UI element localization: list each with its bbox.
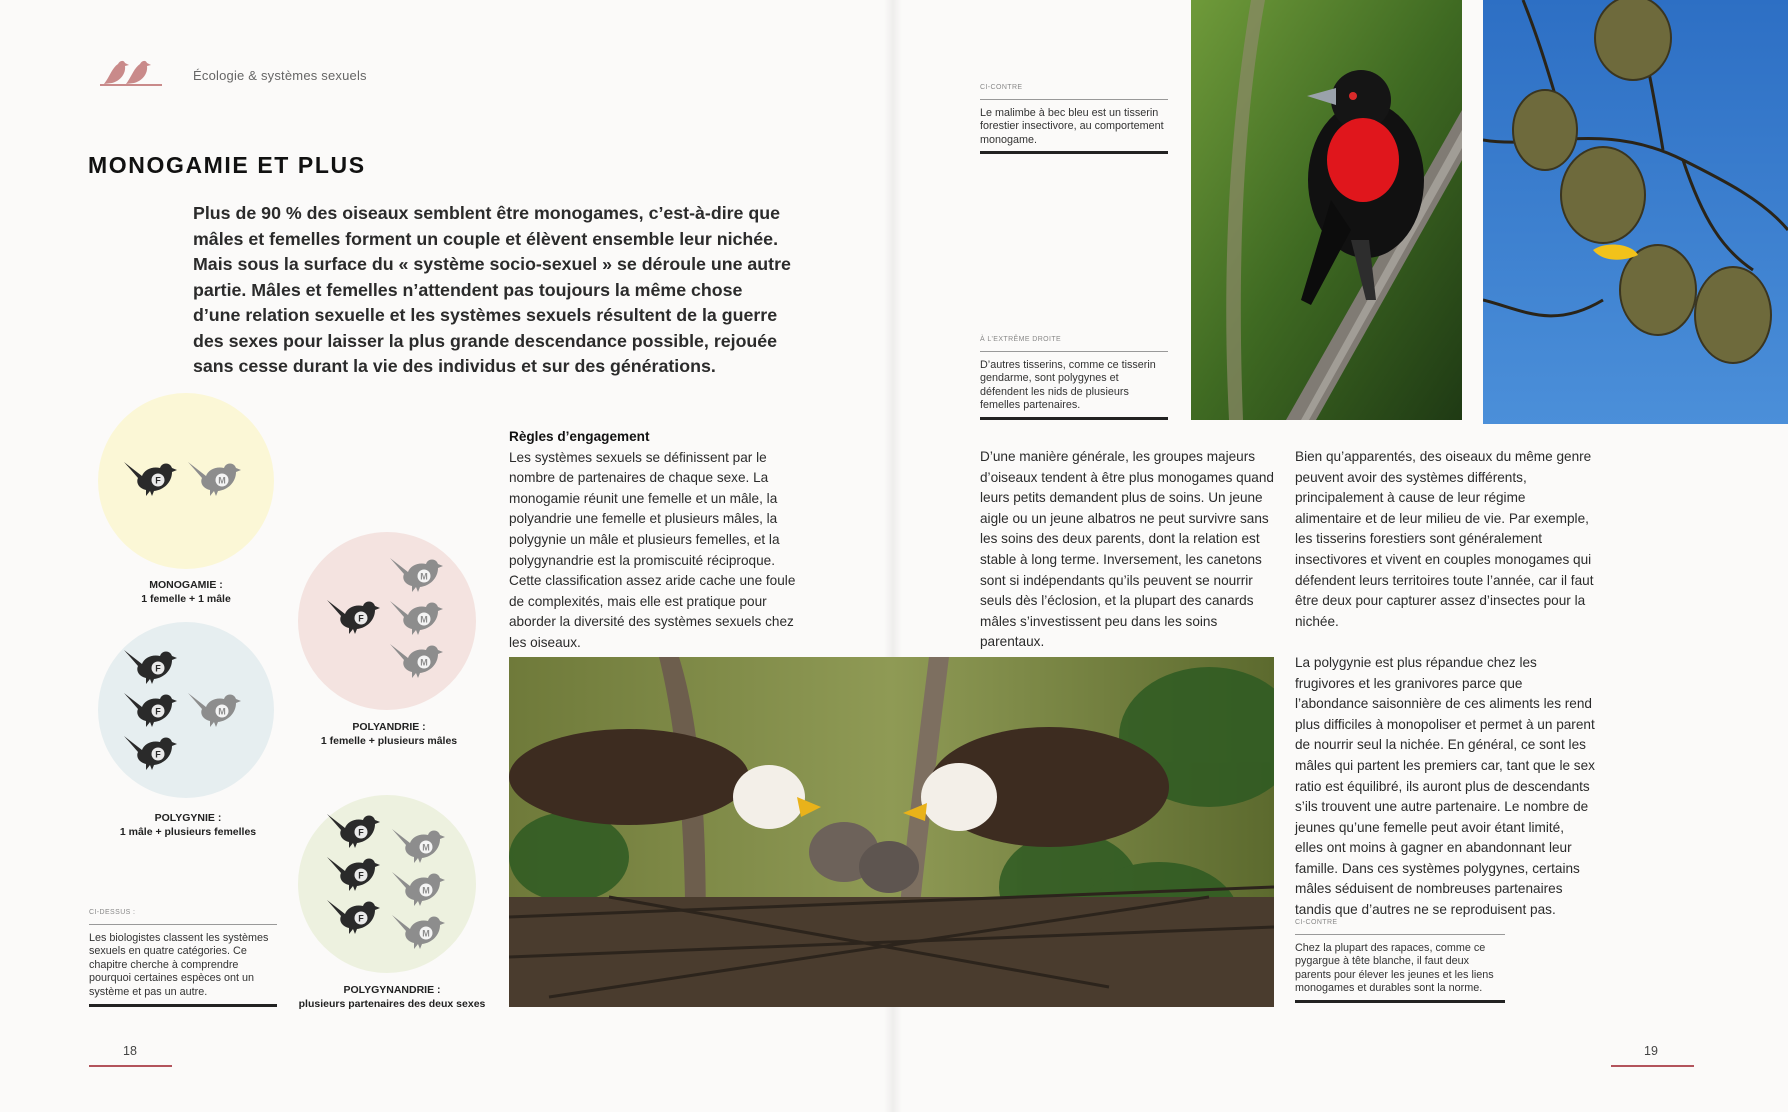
caption-text: Les biologistes classent les systèmes sexuels en quatre catégories. Ce chapitre cherche à comprendre pourquoi certaines espèces ont un système et pas un autre.	[89, 931, 269, 998]
female-bird-icon	[122, 689, 178, 734]
male-bird-icon	[388, 554, 444, 599]
rules-heading: Règles d’engagement	[509, 429, 650, 444]
female-bird-icon	[325, 896, 381, 941]
malimbe-photo	[1191, 0, 1462, 420]
polyandry-label	[302, 720, 476, 748]
svg-text:M: M	[422, 842, 430, 853]
intro-paragraph: Plus de 90 % des oiseaux semblent être monogames, c’est-à-dire que mâles et femelles forment un couple et élèvent ensemble leur nichée. Mais sous la surface du « système socio-sexuel » se déroule une autre partie. Mâles et femelles n’attendent pas toujours la même chose d’une relation sexuelle et les systèmes sexuels résultent de la guerre des sexes pour laisser la plus grande descendance possible, rejouée sans cesse durant la vie des individus et sur des générations.	[193, 203, 791, 376]
caption-above	[89, 906, 277, 1007]
caption-end-rule	[89, 1004, 277, 1007]
page-number-left-rule	[89, 1065, 172, 1067]
caption-tag: CI-CONTRE	[1295, 919, 1338, 926]
caption-rule	[980, 351, 1168, 352]
male-bird-icon	[390, 825, 446, 870]
caption-text: Le malimbe à bec bleu est un tisserin forestier insectivore, au comportement monogame.	[980, 106, 1164, 146]
caption-text: D’autres tisserins, comme ce tisserin gendarme, sont polygynes et défendent les nids de plusieurs femelles partenaires.	[980, 358, 1156, 412]
female-bird-icon	[122, 646, 178, 691]
system-description: 1 femelle + 1 mâle	[141, 593, 231, 605]
monogamy-label	[106, 578, 266, 606]
male-bird-icon	[388, 640, 444, 685]
system-name: POLYGYNANDRIE :	[343, 984, 441, 996]
rules-column	[509, 427, 809, 654]
svg-text:M: M	[420, 614, 428, 625]
svg-text:M: M	[422, 928, 430, 939]
caption-village-weaver	[980, 333, 1168, 420]
caption-end-rule	[980, 151, 1168, 154]
caption-tag: CI-DESSUS :	[89, 909, 136, 916]
svg-text:M: M	[422, 885, 430, 896]
svg-text:F: F	[358, 870, 364, 881]
male-bird-icon	[388, 597, 444, 642]
caption-rule	[980, 99, 1168, 100]
svg-text:M: M	[218, 706, 226, 717]
caption-malimbe	[980, 81, 1168, 154]
polygynandry-label	[292, 983, 492, 1011]
birds-logo-icon	[100, 54, 162, 88]
caption-rule	[1295, 934, 1505, 935]
svg-text:F: F	[358, 613, 364, 624]
system-name: POLYANDRIE :	[352, 721, 426, 733]
female-bird-icon	[325, 810, 381, 855]
svg-text:M: M	[218, 475, 226, 486]
female-bird-icon	[325, 596, 381, 641]
polygyny-label	[96, 811, 280, 839]
weaver-nests-photo	[1483, 0, 1788, 424]
caption-end-rule	[980, 417, 1168, 420]
rules-text: Les systèmes sexuels se définissent par le nombre de partenaires de chaque sexe. La monogamie réunit une femelle et un mâle, la polyandrie une femelle et plusieurs mâles, la polygynie un mâle et plusieurs femelles, et la polygynandrie est la promiscuité réciproque. Cette classification assez aride cache une foule de complexités, mais elle est pratique pour aborder la diversité des systèmes sexuels chez les oiseaux.	[509, 449, 796, 650]
female-bird-icon	[325, 853, 381, 898]
system-name: MONOGAMIE :	[149, 579, 223, 591]
weaver-nests-image	[1483, 0, 1788, 424]
system-name: POLYGYNIE :	[154, 812, 222, 824]
bald-eagles-photo	[509, 657, 1274, 1007]
female-bird-icon	[122, 458, 178, 503]
male-bird-icon	[186, 689, 242, 734]
section-label: Écologie & systèmes sexuels	[193, 68, 367, 83]
svg-text:F: F	[155, 663, 161, 674]
svg-text:F: F	[155, 475, 161, 486]
caption-text: Chez la plupart des rapaces, comme ce pygargue à tête blanche, il faut deux parents pour élever les jeunes et les liens monogames et durables sont la norme.	[1295, 941, 1494, 995]
caption-rule	[89, 924, 277, 925]
monogamy-care-column: D’une manière générale, les groupes majeurs d’oiseaux tendent à être plus monogames quand leurs petits demandent plus de soins. Un jeune aigle ou un jeune albatros ne peut survivre sans les soins des deux parents, dont la relation est stable à long terme. Inversement, les canetons sont si indépendants qu’ils peuvent se nourrir seuls dès l’éclosion, et la plupart des canards mâles s’investissent peu dans les soins parentaux.	[980, 449, 1274, 650]
male-bird-icon	[186, 458, 242, 503]
weaver-column	[1295, 447, 1595, 921]
malimbe-image	[1191, 0, 1462, 420]
svg-text:M: M	[420, 657, 428, 668]
page-number-right-rule	[1611, 1065, 1694, 1067]
system-description: 1 femelle + plusieurs mâles	[320, 735, 458, 747]
system-description: plusieurs partenaires des deux sexes	[298, 998, 486, 1010]
caption-tag: CI-CONTRE	[980, 84, 1023, 91]
weaver-paragraph-2: La polygynie est plus répandue chez les frugivores et les granivores parce que l’abondance saisonnière de ces aliments les rend plus difficiles à monopoliser et permet à un parent de nourrir seul la nichée. En général, ce sont les mâles qui partent les premiers car, tant que le sex ratio est équilibré, ils auront plus de descendants s’ils trouvent une autre partenaire. Le nombre de jeunes qu’une femelle peut avoir étant limité, elles ont moins à gagner en abandonnant leur famille. Dans ces systèmes polygynes, certains mâles séduisent de nombreuses partenaires tandis que d’autres ne se reproduisent pas.	[1295, 654, 1595, 918]
male-bird-icon	[390, 868, 446, 913]
page-number-right: 19	[1644, 1044, 1658, 1058]
caption-bald-eagle	[1295, 916, 1505, 1003]
svg-text:F: F	[155, 706, 161, 717]
svg-text:F: F	[358, 913, 364, 924]
weaver-paragraph-1: Bien qu’apparentés, des oiseaux du même genre peuvent avoir des systèmes différents, principalement à cause de leur régime alimentaire et de leur milieu de vie. Par exemple, les tisserins forestiers sont généralement insectivores et vivent en couples monogames qui défendent leurs territoires toute l’année, car il faut être deux pour capturer assez d’insectes pour la nichée.	[1295, 449, 1594, 629]
system-description: 1 mâle + plusieurs femelles	[119, 826, 257, 838]
page-number-left: 18	[123, 1044, 137, 1058]
svg-text:M: M	[420, 571, 428, 582]
svg-text:F: F	[358, 827, 364, 838]
caption-tag: À L’EXTRÊME DROITE	[980, 336, 1062, 343]
male-bird-icon	[390, 911, 446, 956]
svg-text:F: F	[155, 749, 161, 760]
caption-end-rule	[1295, 1000, 1505, 1003]
female-bird-icon	[122, 732, 178, 777]
bald-eagles-image	[509, 657, 1274, 1007]
page-title: MONOGAMIE ET PLUS	[88, 152, 366, 178]
